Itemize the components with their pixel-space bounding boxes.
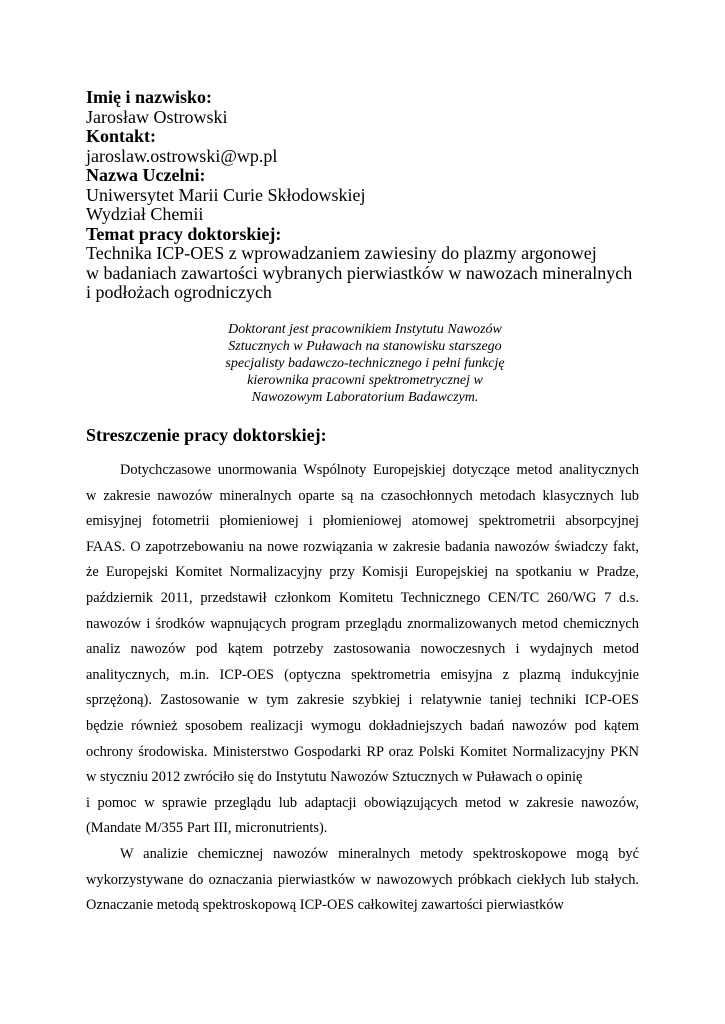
body-line: w styczniu 2012 zwróciło się do Instytutu Nawozów Sztucznych w Puławach o opinię (86, 769, 583, 786)
author-info (86, 88, 686, 303)
faculty-value: Wydział Chemii (86, 204, 204, 224)
university-label: Nazwa Uczelni: (86, 165, 206, 185)
note-line: Doktorant jest pracownikiem Instytutu Nawozów (228, 322, 502, 337)
body-line: analiz nawozów pod kątem potrzeby zastosowania nowoczesnych i wydajnych metod (86, 641, 639, 658)
name-value: Jarosław Ostrowski (86, 106, 228, 127)
abstract-title: Streszczenie pracy doktorskiej: (86, 425, 327, 445)
name-label: Imię i nazwisko: (86, 87, 212, 107)
thesis-title-line: Technika ICP-OES z wprowadzaniem zawiesiny do plazmy argonowej (86, 243, 597, 263)
author-note (180, 321, 550, 406)
note-line: specjalisty badawczo-technicznego i pełni funkcję (225, 356, 505, 371)
thesis-title-line: i podłożach ogrodniczych (86, 282, 272, 302)
body-line: będzie również sposobem realizacji wymogu dokładniejszych badań nawozów pod kątem (86, 717, 639, 734)
body-line: (Mandate M/355 Part III, micronutrients). (86, 820, 328, 837)
body-line: Dotychczasowe unormowania Wspólnoty Europejskiej dotyczące metod analitycznych (120, 462, 639, 478)
abstract-body (86, 458, 639, 919)
body-line: ochrony środowiska. Ministerstwo Gospodarki RP oraz Polski Komitet Normalizacyjny PKN (86, 743, 639, 760)
body-line: i pomoc w sprawie przeglądu lub adaptacji obowiązujących metod w zakresie nawozów, (86, 794, 639, 811)
note-line: Nawozowym Laboratorium Badawczym. (251, 390, 479, 405)
body-line: w zakresie nawozów mineralnych oparte są na czasochłonnych metodach klasycznych lub (86, 487, 639, 504)
body-line: że Europejski Komitet Normalizacyjny przy Komisji Europejskiej na spotkaniu w Pradze, (86, 564, 639, 581)
body-line: W analizie chemicznej nawozów mineralnych metody spektroskopowe mogą być (120, 845, 639, 862)
body-line: analitycznych, m.in. ICP-OES (optyczna spektrometria emisyjna z plazmą indukcyjnie (86, 666, 639, 683)
body-line: Oznaczanie metodą spektroskopową ICP-OES całkowitej zawartości pierwiastków (86, 897, 564, 914)
note-line: kierownika pracowni spektrometrycznej w (247, 373, 483, 388)
university-value: Uniwersytet Marii Curie Skłodowskiej (86, 184, 366, 205)
contact-label: Kontakt: (86, 126, 157, 146)
body-line: październik 2011, przedstawił członkom Komitetu Technicznego CEN/TC 260/WG 7 d.s. (86, 589, 639, 606)
body-line: wykorzystywane do oznaczania pierwiastków w nawozowych próbkach ciekłych lub stałych. (86, 871, 639, 888)
thesis-title-line: w badaniach zawartości wybranych pierwiastków w nawozach mineralnych (86, 262, 633, 283)
thesis-label: Temat pracy doktorskiej: (86, 223, 282, 244)
note-line: Sztucznych w Puławach na stanowisku starszego (228, 339, 502, 354)
body-line: nawozów i środków wapnujących program przeglądu znormalizowanych metod chemicznych (86, 615, 639, 632)
body-line: FAAS. O zapotrzebowaniu na nowe rozwiązania w zakresie badania nawozów świadczy fakt, (86, 538, 639, 555)
body-line: emisyjnej fotometrii płomieniowej i płomieniowej atomowej spektrometrii absorpcyjnej (86, 513, 639, 530)
contact-value: jaroslaw.ostrowski@wp.pl (86, 145, 278, 166)
body-line: sprzężoną). Zastosowanie w tym zakresie szybkiej i relatywnie taniej techniki ICP-OES (86, 692, 639, 709)
